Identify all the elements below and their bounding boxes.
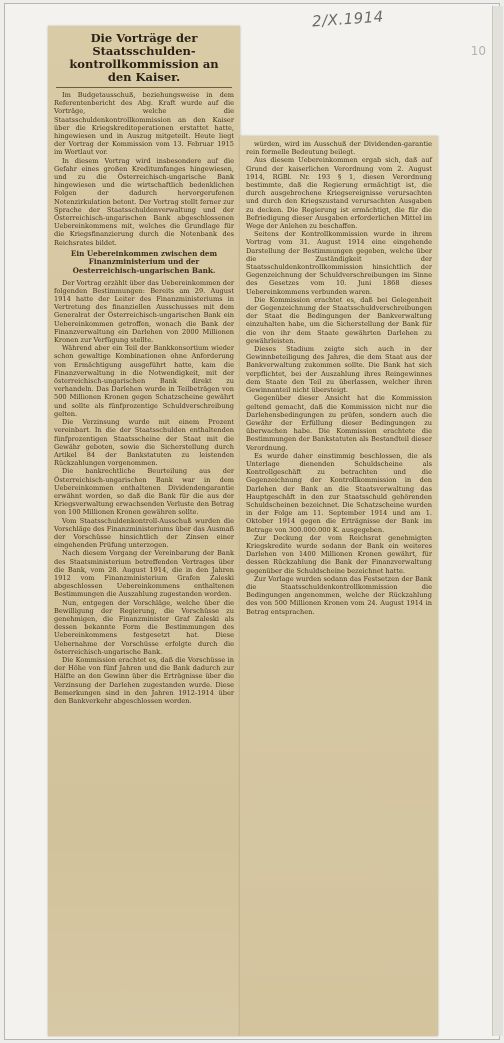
newspaper-clipping-left xyxy=(48,26,240,1036)
article-paragraph: Vom Staatsschuldenkontroll-Ausschuß wurden die Vorschläge des Finanzministeriums über das Ausmaß der Vorschüsse hinsichtlich der Zinsen einer eingehenden Prüfung unterzogen. xyxy=(54,516,234,550)
article-paragraph: In diesem Vortrag wird insbesondere auf die Gefahr eines großen Kreditumfanges hingewiesen, und zu die Österreichisch-ungarische Bank hingewiesen und die wirtschaftlich bedenklichen Folgen der dadurch hervorgerufenen Notenzirkulation betont. Der Vortrag stellt ferner zur Sprache der Staatsschuldenverwaltung und der Österreichisch-ungarischen Bank abgeschlossenen Uebereinkommens mit, welches die Grundlage für die Kriegsfinanzierung durch die Notenbank des Reichsrates bildet. xyxy=(54,156,234,247)
article-paragraph: Nun, entgegen der Vorschläge, welche über die Bewilligung der Regierung, die Vorschüsse zu genehmigen, die Finanzminister Graf Zaleski als dessen bekannte Form die Bestimmungen des Uebereinkommens festgesetzt hat. Diese Uebernahme der Vorschüsse erfolgte durch die österreichisch-ungarische Bank. xyxy=(54,598,234,656)
newspaper-clipping-right xyxy=(240,136,438,1036)
article-paragraph: Seitens der Kontrollkommission wurde in ihrem Vortrag vom 31. August 1914 eine eingehende Darstellung der Bestimmungen gegeben, welche über die Zuständigkeit der Staatsschuldenkontrollkommission hinsichtlich der Gegenzeichnung der Schuldverschreibungen im Sinne des Gesetzes vom 10. Juni 1868 dieses Uebereinkommens verbunden waren. xyxy=(246,230,432,296)
article-paragraph: Zur Deckung der vom Reichsrat genehmigten Kriegskredite wurde sodann der Bank ein weiteres Darlehen von 1400 Millionen Kronen gewährt, für dessen Rückzahlung die Bank der Finanzverwaltung gegenüber die Schuldscheine bezeichnet hatte. xyxy=(246,533,432,575)
article-paragraph: Aus diesem Uebereinkommen ergab sich, daß auf Grund der kaiserlichen Verordnung vom 2. August 1914, RGBl. Nr. 193 § 1, diesen Verordnung bestimmte, daß die Regierung ermächtigt ist, die durch ausgebrochene Kriegsereignisse verursachten und durch den Kriegszustand verursachten Ausgaben zu decken. Die Regierung ist ermächtigt, die für die Befriedigung dieser Ausgaben erforderlichen Mittel im Wege der Anlehen zu beschaffen. xyxy=(246,156,432,231)
handwritten-annotation: 2/X.1914 xyxy=(311,7,385,31)
sheet-edge xyxy=(492,6,503,1036)
article-paragraph: Der Vortrag erzählt über das Uebereinkommen der folgenden Bestimmungen: Bereits am 29. August 1914 hatte der Leiter des Finanzministeriums in Vertretung des finanziellen Ausschusses mit dem Generalrat der Österreichisch-ungarischen Bank ein Uebereinkommen getroffen, wonach die Bank der Finanzverwaltung ein Darlehen von 2000 Millionen Kronen zur Verfügung stellte. xyxy=(54,278,234,345)
article-column-right xyxy=(240,136,438,616)
article-paragraph: würden, wird im Ausschuß der Dividenden-garantie rein formelle Bedeutung beilegt. xyxy=(246,140,432,157)
article-paragraph: Nach diesem Vorgang der Vereinbarung der Bank des Staatsministerium betreffenden Vertrages über die Bank, vom 28. August 1914, die in den Jahren 1912 vom Finanzministerium Grafen Zaleski abgeschlossen Uebereinkommens enthaltenen Bestimmungen die Auszahlung zugestanden worden. xyxy=(54,549,234,599)
article-headline: Die Vorträge der Staatsschulden-kontrollkommission an den Kaiser. xyxy=(56,32,232,88)
article-subheading: Ein Uebereinkommen zwischen dem Finanzministerium und der Oesterreichisch-ungarischen Bank. xyxy=(70,248,218,276)
article-paragraph: Im Budgetausschuß, beziehungsweise in dem Referentenbericht des Abg. Kraft wurde auf die Vorträge, welche die Staatsschuldenkontrollkommission an den Kaiser über die Kriegskreditoperationen erstattet hatte, hingewiesen und in Auszug mitgeteilt. Heute liegt der Vortrag der Kommission vom 13. Februar 1915 im Wortlaut vor. xyxy=(54,91,234,157)
article-paragraph: Die Verzinsung wurde mit einem Prozent vereinbart. In die der Staatsschulden enthaltenden fünfprozentigen Staatsscheine der Staat mit die Gewähr geboten, sowie die Sicherstellung durch Artikel 84 der Bankstatuten zu leistenden Rückzahlungen vorgenommen. xyxy=(54,418,234,468)
article-paragraph: Die Kommission erachtet es, daß bei Gelegenheit der Gegenzeichnung der Staatsschuldverschreibungen der Staat die Bedingungen der Bankverwaltung einzuhalten habe, um die Sicherstellung der Bank für die von ihr dem Staate gewährten Darlehen zu gewährleisten. xyxy=(246,295,432,345)
article-paragraph: Während aber ein Teil der Bankkonsortium wieder schon gewaltige Kombinationen ohne Anforderung von Ermächtigung ausgeführt hatte, kam die Finanzverwaltung in die Notwendigkeit, mit der österreichisch-ungarischen Bank direkt zu verhandeln. Das Darlehen wurde in Teilbeträgen von 500 Millionen Kronen gegen Schatzscheine gewährt und sollte als fünfprozentige Schuldverschreibung gelten. xyxy=(54,344,234,418)
article-column-left xyxy=(48,91,240,705)
article-paragraph: Dieses Stadium zeigte sich auch in der Gewinnbeteiligung des Jahres, die dem Staat aus der Bankverwaltung zukommen sollte. Die Bank hat sich verpflichtet, bei der Auszahlung ihres Reingewinnes dem Staate den Teil zu überlassen, welcher ihren Gewinnanteil nicht übersteigt. xyxy=(246,345,432,395)
article-paragraph: Zur Vorlage wurden sodann das Festsetzen der Bank die Staatsschuldenkontrollkommission die Bedingungen angenommen, welche der Rückzahlung des von 500 Millionen Kronen vom 24. August 1914 in Betrag entsprachen. xyxy=(246,574,432,616)
article-paragraph: Die Kommission erachtet es, daß die Vorschüsse in der Höhe von fünf Jahren und die Bank dadurch zur Hälfte an den Gewinn über die Erträgnisse über die Verzinsung der Darlehen zugestanden wurde. Diese Bemerkungen sind in den Jahren 1912-1914 über den Bankverkehr abgeschlossen worden. xyxy=(54,655,234,705)
article-paragraph: Es wurde daher einstimmig beschlossen, die als Unterlage dienenden Schuldscheine als Kontrollgeschäft zu betrachten und die Gegenzeichnung der Kontrollkommission in den Darlehen der Bank an die Staatsverwaltung das Hauptgeschäft in den zur Staatsschuld gehörenden Schuldscheinen bezeichnet. Die Schatzscheine wurden in der Folge am 11. September 1914 und am 1. Oktober 1914 gegen die Erträgnisse der Bank im Betrage von 300.000.000 K. ausgegeben. xyxy=(246,451,432,534)
margin-number: 10 xyxy=(470,44,486,58)
article-paragraph: Gegenüber dieser Ansicht hat die Kommission geltend gemacht, daß die Kommission nicht nur die Darlehensbedingungen zu prüfen, sondern auch die Gewähr der Erfüllung dieser Bedingungen zu überwachen habe. Die Kommission erachtete die Bestimmungen der Bankstatuten als Bestandteil dieser Verordnung. xyxy=(246,394,432,452)
article-paragraph: Die bankrechtliche Beurteilung aus der Österreichisch-ungarischen Bank war in dem Uebereinkommen enthaltenen Dividendengarantie erwähnt worden, so daß die Bank für die aus der Kriegsverwaltung erwachsenden Verluste den Betrag von 100 Millionen Kronen gewähren sollte. xyxy=(54,467,234,517)
